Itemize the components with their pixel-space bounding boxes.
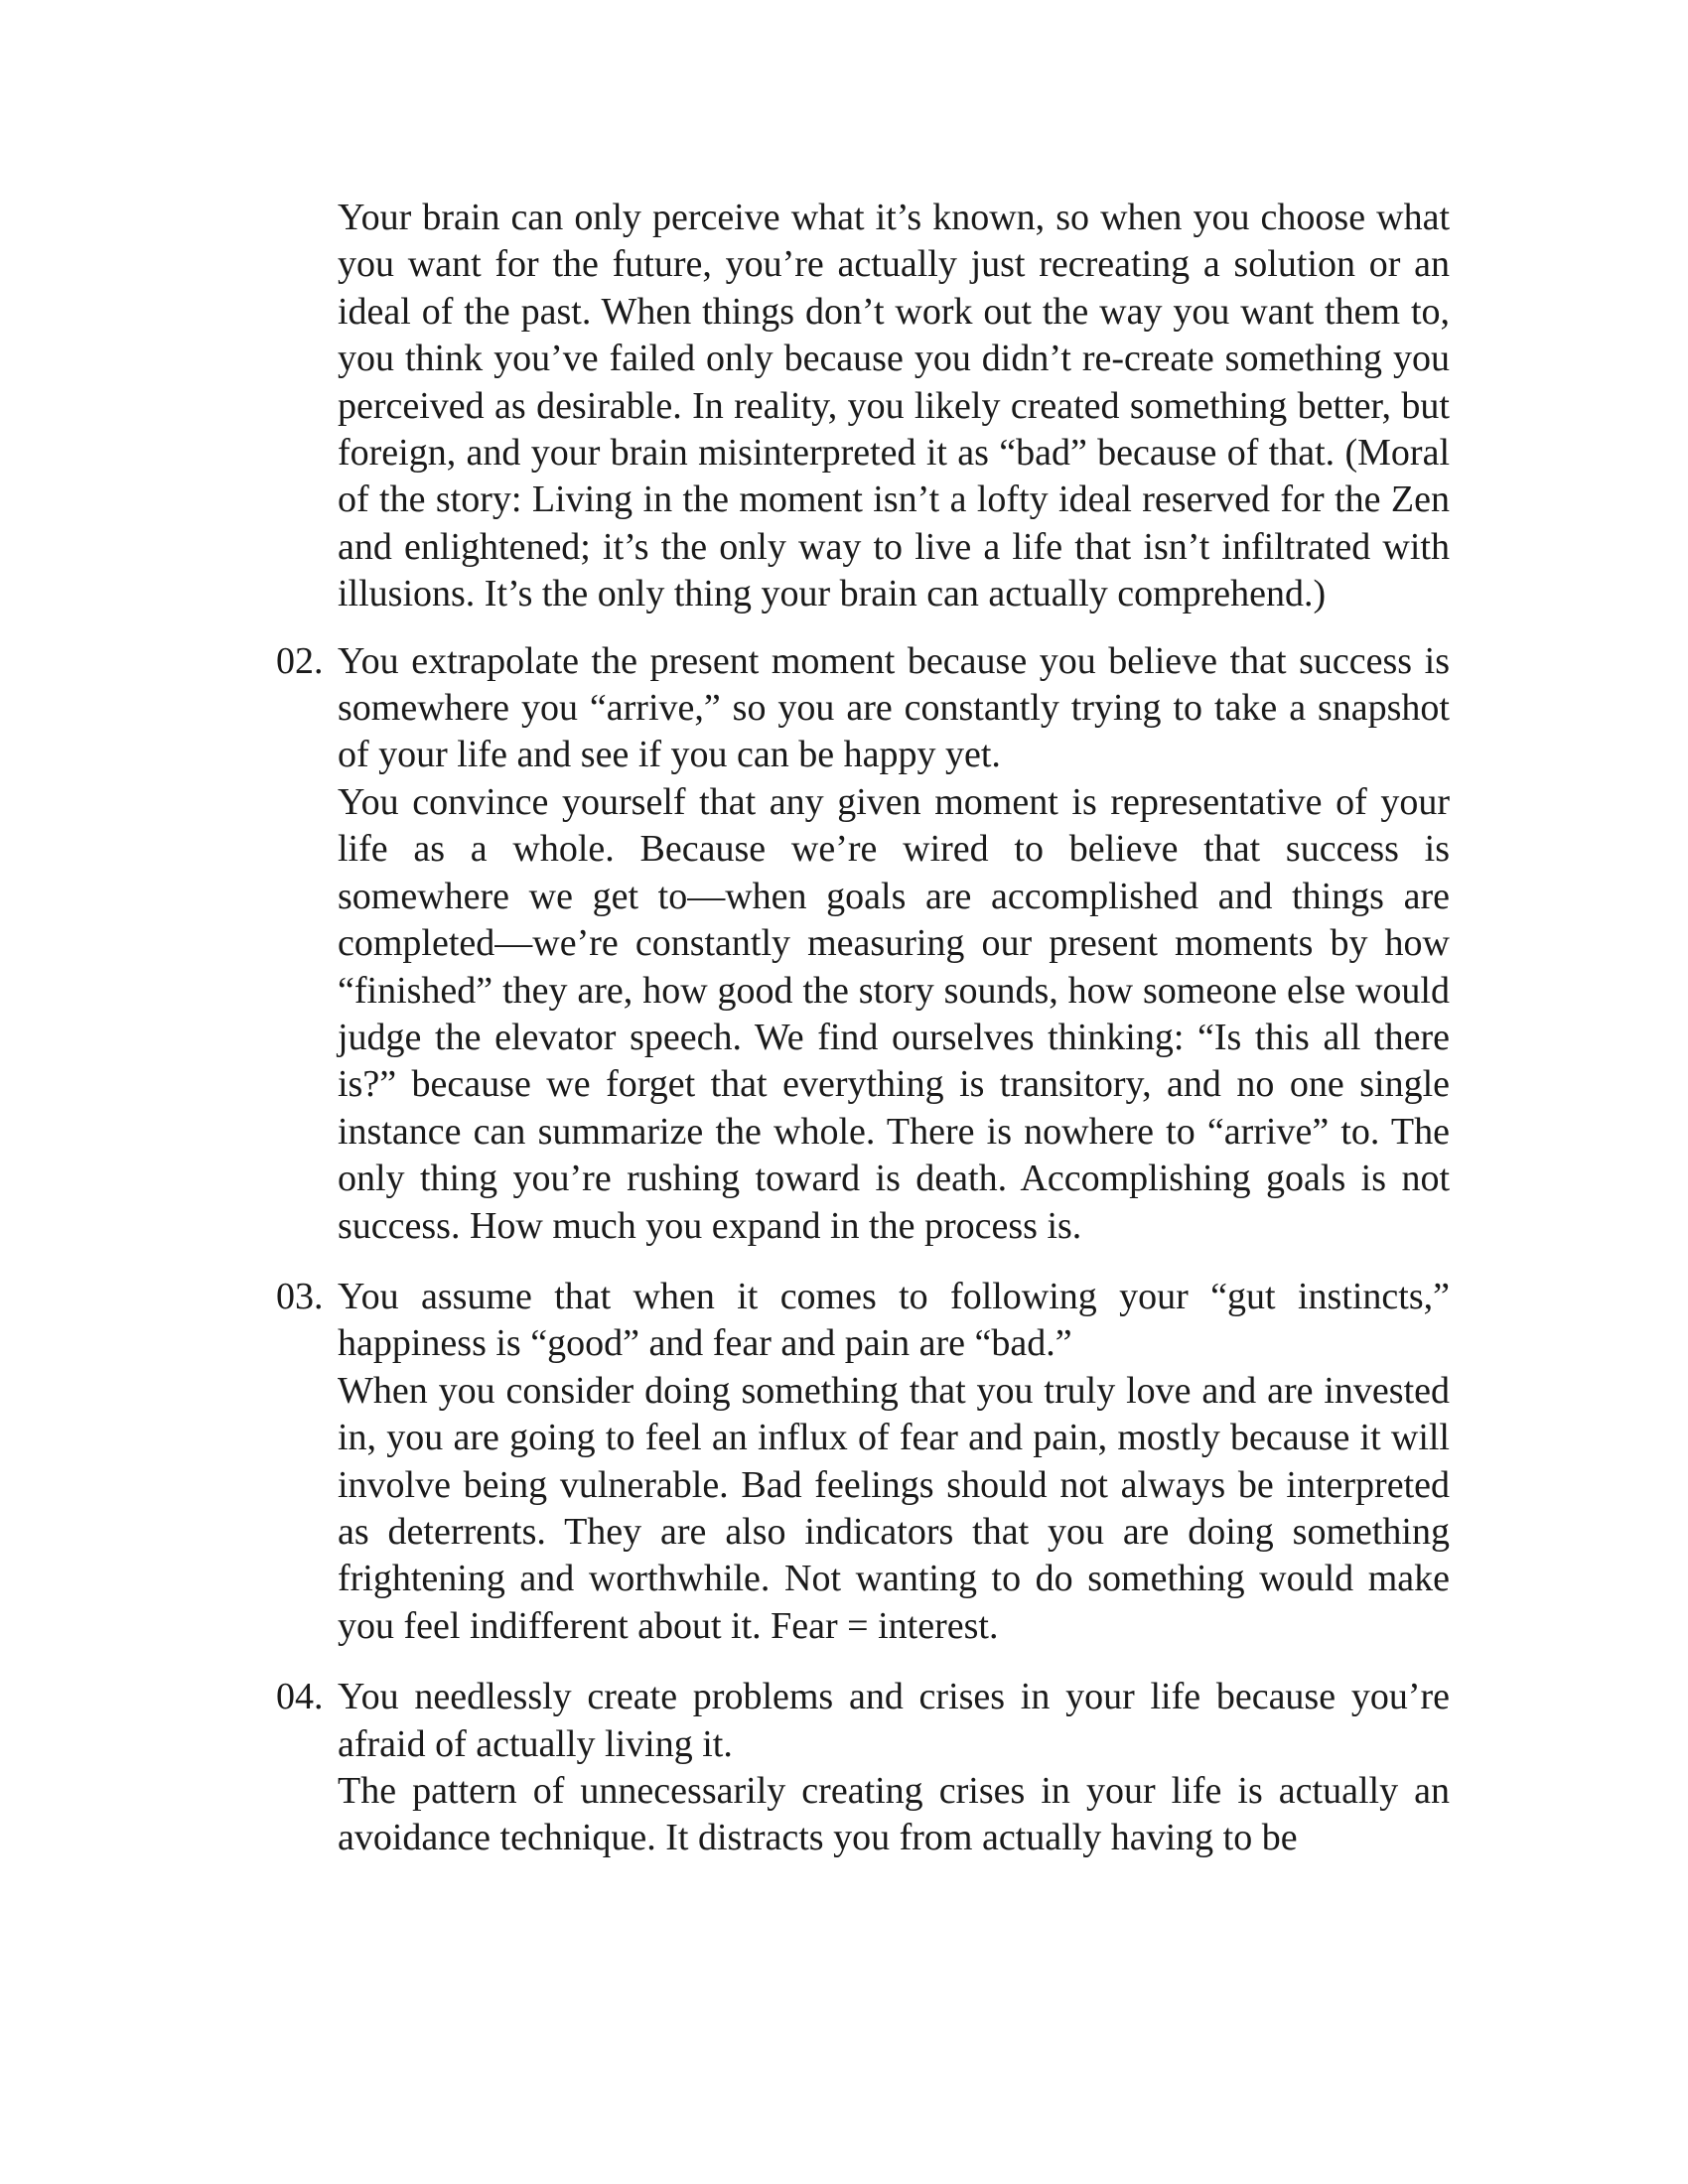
page-body bbox=[276, 195, 1450, 1862]
list-item-number: 02. bbox=[276, 639, 324, 682]
list-item-heading: You extrapolate the present moment because you believe that success is somewhere you “arrive,” so you are constantly trying to take a snapshot of your life and see if you can be happy yet. bbox=[338, 639, 1450, 776]
list-item-body: The pattern of unnecessarily creating crises in your life is actually an avoidance technique. It distracts you from actually having to be bbox=[338, 1770, 1450, 1859]
list-item bbox=[276, 638, 1450, 1250]
intro-paragraph: Your brain can only perceive what it’s known, so when you choose what you want for the future, you’re actually just recreating a solution or an ideal of the past. When things don’t work out the way you want them to, you think you’ve failed only because you didn’t re-create something you perceived as desirable. In reality, you likely created something better, but foreign, and your brain misinterpreted it as “bad” because of that. (Moral of the story: Living in the moment isn’t a lofty ideal reserved for the Zen and enlightened; it’s the only way to live a life that isn’t infiltrated with illusions. It’s the only thing your brain can actually comprehend.) bbox=[338, 197, 1450, 615]
list-item-heading: You assume that when it comes to following your “gut instincts,” happiness is “good” and fear and pain are “bad.” bbox=[338, 1275, 1450, 1365]
list-item bbox=[276, 1274, 1450, 1650]
list-item-heading: You needlessly create problems and crises in your life because you’re afraid of actually living it. bbox=[338, 1676, 1450, 1765]
list-item-number: 04. bbox=[276, 1676, 324, 1718]
list-item-number: 03. bbox=[276, 1275, 324, 1317]
list-item-body: You convince yourself that any given moment is representative of your life as a whole. Because we’re wired to believe that success is somewhere we get to—when goals are accomplished and things are completed—we’re constantly measuring our present moments by how “finished” they are, how good the story sounds, how someone else would judge the elevator speech. We find ourselves thinking: “Is this all there is?” because we forget that everything is transitory, and no one single instance can summarize the whole. There is nowhere to “arrive” to. The only thing you’re rushing toward is death. Accomplishing goals is not success. How much you expand in the process is. bbox=[338, 780, 1450, 1247]
list-item-body: When you consider doing something that you truly love and are invested in, you are going to feel an influx of fear and pain, mostly because it will involve being vulnerable. Bad feelings should not always be interpreted as deterrents. They are also indicators that you are doing something frightening and worthwhile. Not wanting to do something would make you feel indifferent about it. Fear = interest. bbox=[338, 1369, 1450, 1647]
list-item bbox=[276, 1674, 1450, 1862]
